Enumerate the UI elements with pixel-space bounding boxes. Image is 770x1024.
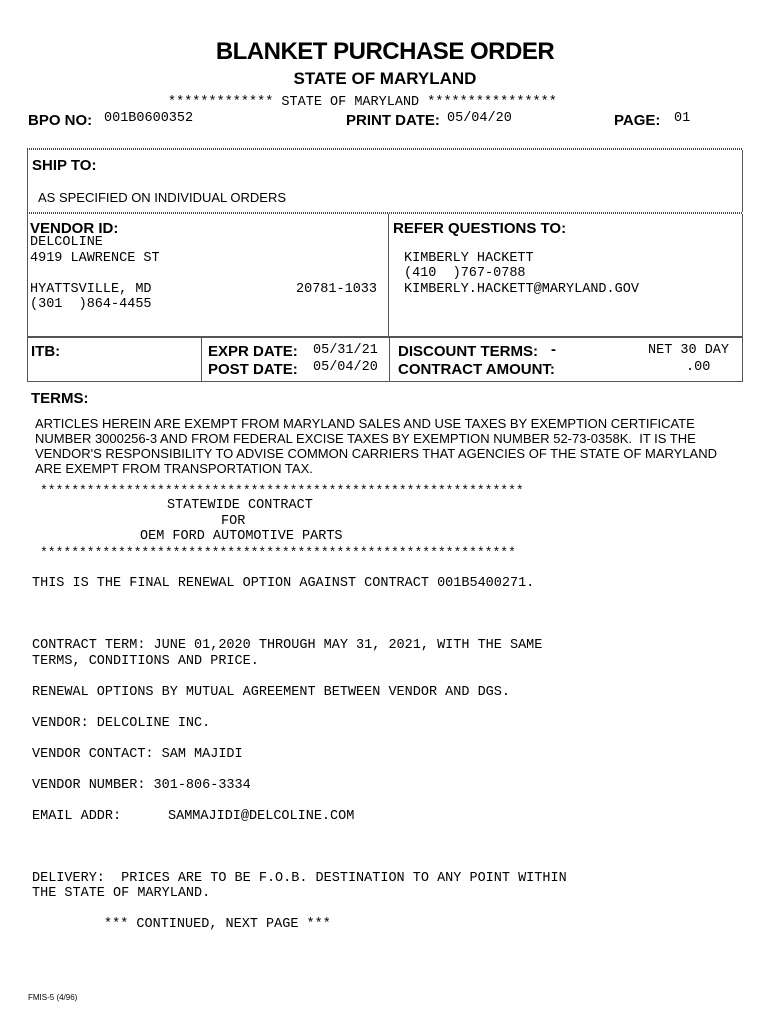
vendor-number: VENDOR NUMBER: 301-806-3334 [32, 778, 251, 793]
vendor-top-rule [27, 212, 743, 214]
stars-divider-top: ************************************************************** [40, 483, 524, 498]
continued-note: *** CONTINUED, NEXT PAGE *** [104, 917, 331, 932]
itb-box [27, 336, 743, 382]
terms-line: ARTICLES HEREIN ARE EXEMPT FROM MARYLAND SALES AND USE TAXES BY EXEMPTION CERTIFICATE [35, 416, 695, 431]
ship-to-value: AS SPECIFIED ON INDIVIDUAL ORDERS [38, 190, 287, 205]
delivery-line: THE STATE OF MARYLAND. [32, 886, 211, 901]
contract-heading: STATEWIDE CONTRACT [167, 498, 313, 513]
contract-amount-label: CONTRACT AMOUNT: [398, 361, 555, 378]
itb-divider [201, 336, 202, 382]
renewal-options: RENEWAL OPTIONS BY MUTUAL AGREEMENT BETWEEN VENDOR AND DGS. [32, 685, 510, 700]
form-id: FMIS-5 (4/96) [28, 993, 78, 1002]
discount-terms-label: DISCOUNT TERMS: [398, 343, 538, 360]
print-date-value: 05/04/20 [447, 111, 512, 126]
document-subtitle: STATE OF MARYLAND [293, 69, 477, 88]
vendor-id-label: VENDOR ID: [30, 220, 119, 237]
contract-term-line: TERMS, CONDITIONS AND PRICE. [32, 654, 259, 669]
print-date-label: PRINT DATE: [346, 112, 440, 129]
refer-questions-label: REFER QUESTIONS TO: [393, 220, 567, 237]
post-date-label: POST DATE: [208, 361, 298, 378]
vendor-city: HYATTSVILLE, MD [30, 282, 152, 297]
terms-line: VENDOR'S RESPONSIBILITY TO ADVISE COMMON CARRIERS THAT AGENCIES OF THE STATE OF MARYLAND [35, 446, 717, 461]
delivery-line: DELIVERY: PRICES ARE TO BE F.O.B. DESTINATION TO ANY POINT WITHIN [32, 871, 567, 886]
contract-term-line: CONTRACT TERM: JUNE 01,2020 THROUGH MAY 31, 2021, WITH THE SAME [32, 638, 543, 653]
vendor-divider [388, 212, 389, 338]
email-label: EMAIL ADDR: [32, 809, 122, 824]
vendor-contact: VENDOR CONTACT: SAM MAJIDI [32, 747, 243, 762]
discount-terms-mark: - [551, 341, 556, 358]
contract-heading-item: OEM FORD AUTOMOTIVE PARTS [140, 529, 343, 544]
stars-divider-bottom: ************************************************************* [40, 545, 516, 560]
terms-line: NUMBER 3000256-3 AND FROM FEDERAL EXCISE TAXES BY EXEMPTION NUMBER 52-73-0358K. IT IS THE [35, 431, 696, 446]
terms-line: ARE EXEMPT FROM TRANSPORTATION TAX. [35, 461, 313, 476]
page-number: 01 [674, 111, 691, 126]
bpo-number: 001B0600352 [104, 111, 194, 126]
discount-terms-value: NET 30 DAY [648, 343, 730, 358]
email-value: SAMMAJIDI@DELCOLINE.COM [168, 809, 355, 824]
expr-date-value: 05/31/21 [313, 343, 378, 358]
vendor-line: VENDOR: DELCOLINE INC. [32, 716, 211, 731]
document-title: BLANKET PURCHASE ORDER [215, 38, 555, 65]
itb-label: ITB: [31, 343, 61, 360]
vendor-street: 4919 LAWRENCE ST [30, 251, 160, 266]
vendor-name: DELCOLINE [30, 235, 103, 250]
contact-phone: (410 )767-0788 [404, 266, 526, 281]
vendor-phone: (301 )864-4455 [30, 297, 152, 312]
contract-heading-for: FOR [221, 514, 246, 529]
expr-date-label: EXPR DATE: [208, 343, 298, 360]
ship-to-top-rule [27, 148, 743, 150]
dates-divider [389, 336, 390, 382]
state-banner: ************* STATE OF MARYLAND **************** [168, 95, 557, 110]
ship-to-label: SHIP TO: [32, 157, 97, 174]
bpo-label: BPO NO: [28, 112, 93, 129]
page-label: PAGE: [614, 112, 661, 129]
vendor-zip: 20781-1033 [296, 282, 378, 297]
post-date-value: 05/04/20 [313, 360, 378, 375]
final-renewal-note: THIS IS THE FINAL RENEWAL OPTION AGAINST CONTRACT 001B5400271. [32, 576, 535, 591]
contract-amount-value: .00 [686, 360, 711, 375]
contact-name: KIMBERLY HACKETT [404, 251, 534, 266]
terms-label: TERMS: [31, 390, 89, 407]
contact-email: KIMBERLY.HACKETT@MARYLAND.GOV [404, 282, 639, 297]
vendor-box [27, 212, 743, 338]
